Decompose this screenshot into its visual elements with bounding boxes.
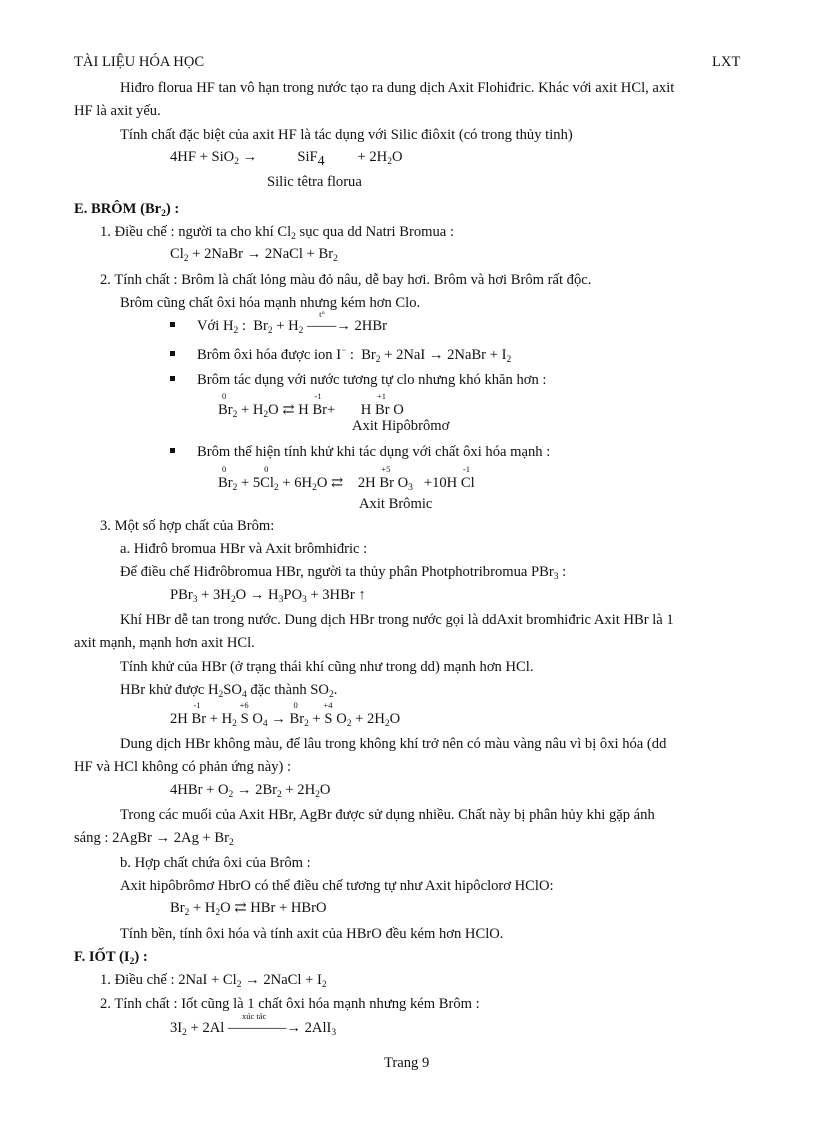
equation: Br 0 $_2$ + 5Cl 0 $_2 + 6H_2O$ ⇄ 2H Br +5 $O_3 +10H$ Cl -1 (218, 464, 475, 493)
equation-label: Axit Brômic (359, 496, 433, 512)
paragraph-line: Brôm cũng chất ôxi hóa mạnh nhưng kém hơn Clo. (120, 295, 421, 311)
equation: $Br_2 + H_2O$ ⇄ HBr + HBrO (170, 900, 327, 918)
bullet-item: Brôm ôxi hóa được ion I− : $Br_2 + 2NaI$ → 2NaBr + $I_2$ (170, 346, 511, 363)
equation-label: Axit Hipôbrômơ (352, 418, 450, 434)
bullet-icon (170, 322, 175, 327)
header-title: TÀI LIỆU HÓA HỌC (74, 54, 205, 70)
paragraph-line: Tính chất đặc biệt của axit HF là tác dụng với Silic điôxit (có trong thủy tinh) (120, 127, 573, 143)
sub-item: b. Hợp chất chứa ôxi của Brôm : (120, 855, 311, 871)
list-item: 2. Tính chất : Iốt cũng là 1 chất ôxi hóa mạnh nhưng kém Brôm : (100, 996, 480, 1012)
paragraph-line: sáng : 2AgBr → $2Ag + Br_2$ (74, 830, 234, 848)
paragraph-line: HF là axit yếu. (74, 103, 161, 119)
paragraph-line: Hiđro florua HF tan vô hạn trong nước tạo ra dung dịch Axit Flohiđric. Khác với axit HCl, axit (120, 80, 675, 96)
list-item: 2. Tính chất : Brôm là chất lỏng màu đỏ nâu, dễ bay hơi. Brôm và hơi Brôm rất độc. (100, 272, 592, 288)
paragraph-line: Trong các muối của Axit HBr, AgBr được sử dụng nhiều. Chất này bị phân hủy khi gặp ánh (120, 807, 655, 823)
bullet-item: Với $H_2$ : $Br_2 + H_2$ ——→ t° 2HBr (170, 319, 387, 334)
bullet-item: Brôm tác dụng với nước tương tự clo nhưng khó khăn hơn : (170, 373, 546, 388)
paragraph-line: Axit hipôbrômơ HbrO có thể điều chế tương tự như Axit hipôclorơ HClO: (120, 878, 554, 894)
sub-item: a. Hiđrô bromua HBr và Axit brômhiđric : (120, 541, 368, 557)
list-item: 1. Điều chế : người ta cho khí $Cl_2$ sục qua dd Natri Bromua : (100, 224, 454, 242)
paragraph-line: Tính khử của HBr (ở trạng thái khí cũng như trong dd) mạnh hơn HCl. (120, 659, 534, 675)
paragraph-line: Dung dịch HBr không màu, để lâu trong không khí trở nên có màu vàng nâu vì bị ôxi hóa (dd (120, 736, 667, 752)
paragraph-line: HBr khử được $H_2SO_4$ đặc thành $SO_2$. (120, 682, 338, 700)
equation-label: Silic têtra florua (267, 174, 362, 190)
equation-hf-sio2: 4HF + SiO$_2$ → SiF4 + $2H_2O$ (170, 149, 403, 169)
paragraph-line: Để điều chế Hiđrôbromua HBr, người ta thủy phân Photphotribromua PBr$_3$ : (120, 564, 567, 582)
equation: $PBr_3 + 3H_2O \to H_3PO_3 + 3HBr$ ↑ (170, 587, 366, 605)
list-item: 3. Một số hợp chất của Brôm: (100, 518, 275, 534)
equation: $Cl_2$ + 2NaBr → 2NaCl + $Br_2$ (170, 246, 338, 264)
header-author: LXT (712, 54, 741, 70)
paragraph-line: Tính bền, tính ôxi hóa và tính axit của HBrO đều kém hơn HClO. (120, 926, 504, 942)
page-number: Trang 9 (384, 1055, 430, 1071)
bullet-icon (170, 351, 175, 356)
bullet-icon (170, 376, 175, 381)
equation: Br 0 $_2 + H_2O$ ⇄ H Br -1 + H Br +1 O (218, 391, 404, 420)
equation: $4HBr + O_2 \to 2Br_2 + 2H_2O$ (170, 782, 331, 800)
equation: $3I_2 + 2Al$ ————→ xúc tác 2AlI$_3$ (170, 1011, 337, 1038)
paragraph-line: axit mạnh, mạnh hơn axit HCl. (74, 635, 255, 651)
section-heading-f: F. IỐT $(I_2)$ : (74, 949, 148, 967)
section-heading-e: E. BRÔM $(Br_2)$ : (74, 201, 180, 219)
paragraph-line: Khí HBr dễ tan trong nước. Dung dịch HBr trong nước gọi là ddAxit bromhiđric Axit HBr là 1 (120, 612, 674, 628)
paragraph-line: HF và HCl không có phản ứng này) : (74, 759, 292, 775)
equation: 2H Br -1 + $H_2$ S +6 $O_4 \to Br$ 0 $_2$ + S +4 $O_2 + 2H_2O$ (170, 700, 401, 729)
bullet-icon (170, 448, 175, 453)
bullet-item: Brôm thể hiện tính khử khi tác dụng với chất ôxi hóa mạnh : (170, 445, 550, 460)
list-item: 1. Điều chế : $2NaI + Cl_2$ → 2NaCl + $I_2$ (100, 972, 327, 990)
